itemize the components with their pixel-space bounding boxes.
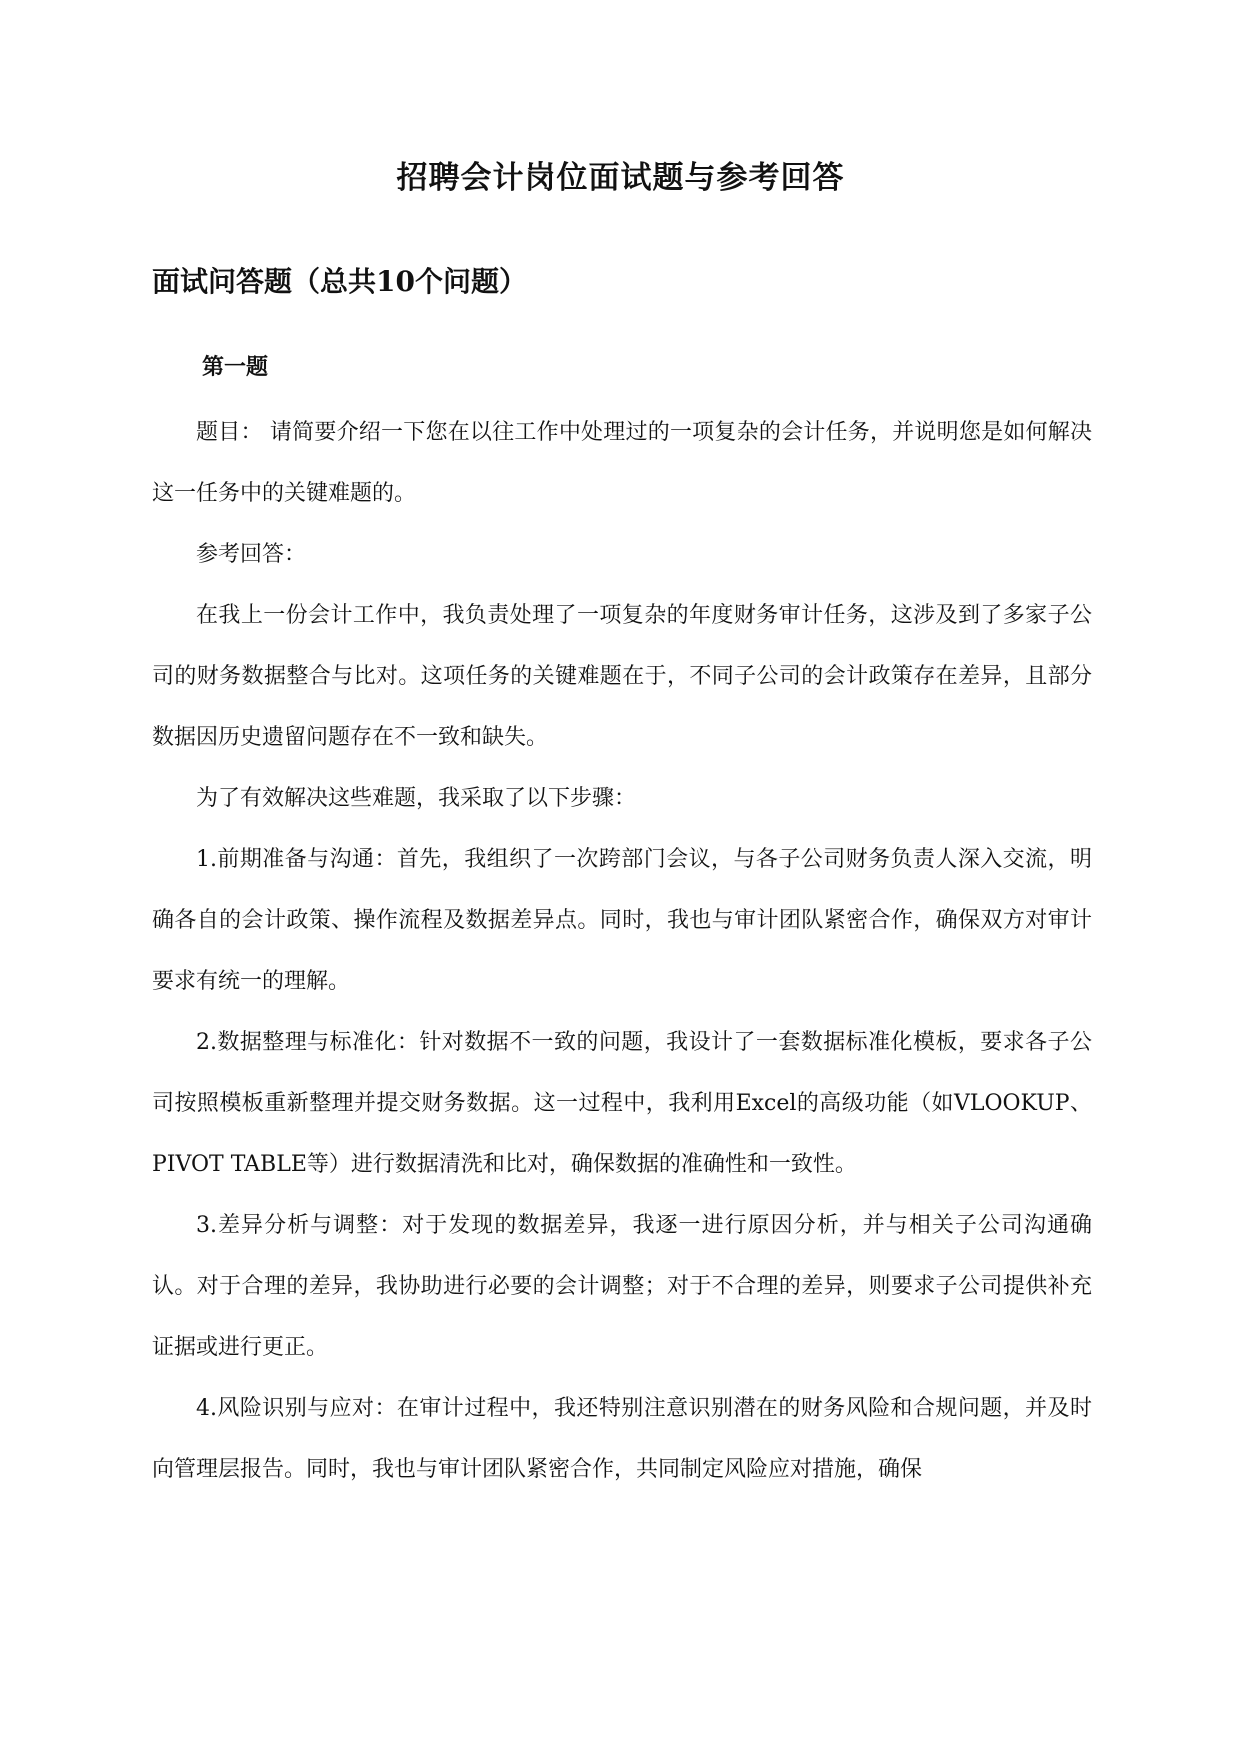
answer-step-4: 4.风险识别与应对：在审计过程中，我还特别注意识别潜在的财务风险和合规问题，并及时向管理层报告。同时，我也与审计团队紧密合作，共同制定风险应对措施，确保 [152,1396,1092,1482]
answer-paragraph: 在我上一份会计工作中，我负责处理了一项复杂的年度财务审计任务，这涉及到了多家子公司的财务数据整合与比对。这项任务的关键难题在于，不同子公司的会计政策存在差异，且部分数据因历史遗留问题存在不一致和缺失。 [152,603,1092,750]
answer-step-1: 1.前期准备与沟通：首先，我组织了一次跨部门会议，与各子公司财务负责人深入交流，明确各自的会计政策、操作流程及数据差异点。同时，我也与审计团队紧密合作，确保双方对审计要求有统一的理解。 [152,847,1092,994]
question-prompt: 题目： 请简要介绍一下您在以往工作中处理过的一项复杂的会计任务，并说明您是如何解决这一任务中的关键难题的。 [152,420,1092,506]
question-body [152,402,1092,1500]
question-heading: 第一题 [202,354,269,380]
answer-paragraph: 为了有效解决这些难题，我采取了以下步骤： [196,786,637,811]
document-title: 招聘会计岗位面试题与参考回答 [396,160,845,196]
answer-step-3: 3.差异分析与调整：对于发现的数据差异，我逐一进行原因分析，并与相关子公司沟通确认。对于合理的差异，我协助进行必要的会计调整；对于不合理的差异，则要求子公司提供补充证据或进行更正。 [152,1213,1092,1360]
answer-label: 参考回答： [196,542,307,567]
section-heading: 面试问答题（总共10个问题） [152,265,527,298]
answer-step-2: 2.数据整理与标准化：针对数据不一致的问题，我设计了一套数据标准化模板，要求各子公司按照模板重新整理并提交财务数据。这一过程中，我利用Excel的高级功能（如VLOOKUP、PIVOT TABLE等）进行数据清洗和比对，确保数据的准确性和一致性。 [152,1030,1092,1177]
